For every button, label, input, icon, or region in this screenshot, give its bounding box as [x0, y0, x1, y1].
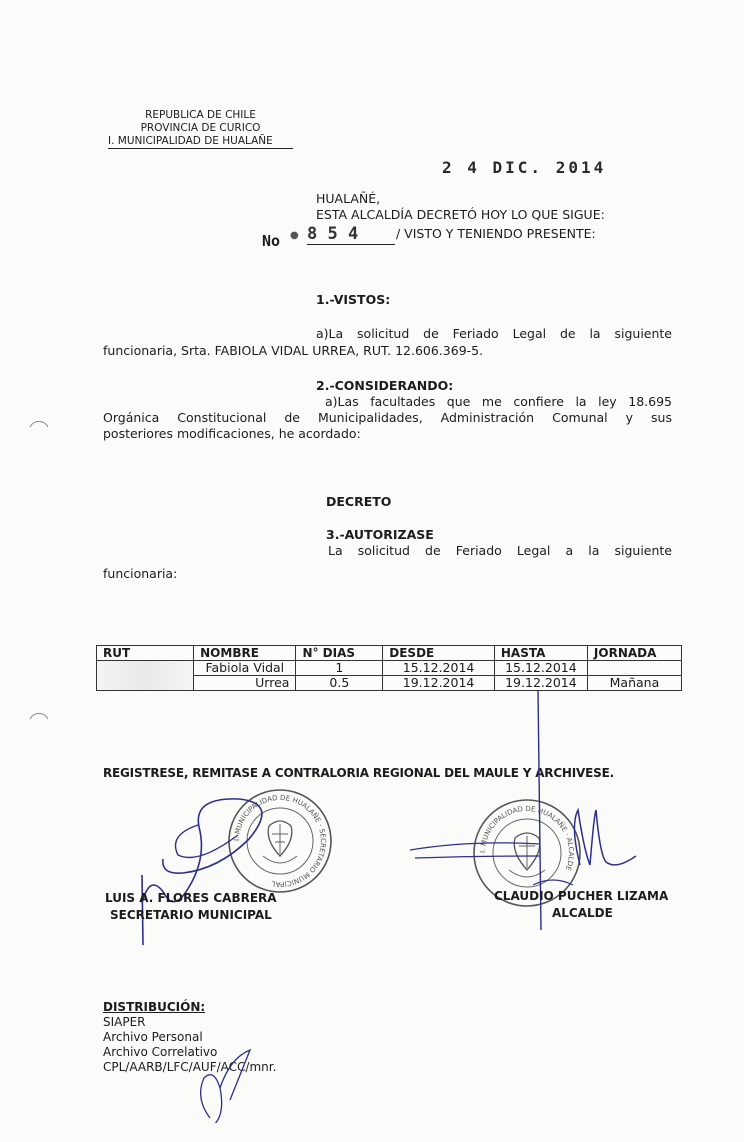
considerando-heading: 2.-CONSIDERANDO: [316, 378, 454, 393]
hasta-cell: 15.12.2014 [494, 661, 587, 676]
vistos-line1: a)La solicitud de Feriado Legal de la siguiente [316, 326, 672, 341]
date-stamp: 2 4 DIC. 2014 [442, 158, 607, 177]
distribution-heading: DISTRIBUCIÓN: [103, 1000, 206, 1014]
secretary-name: LUIS A. FLORES CABRERA [105, 891, 277, 905]
considerando-line3: posteriores modificaciones, he acordado: [103, 426, 361, 441]
mayor-title: ALCALDE [552, 906, 613, 920]
jornada-cell [587, 661, 681, 676]
distribution-item: CPL/AARB/LFC/AUF/ACC/mnr. [103, 1060, 277, 1074]
secretary-title: SECRETARIO MUNICIPAL [110, 908, 272, 922]
desde-cell: 15.12.2014 [383, 661, 495, 676]
intro-decree-line: ESTA ALCALDÍA DECRETÓ HOY LO QUE SIGUE: [316, 207, 605, 222]
number-label: No [262, 232, 281, 250]
desde-cell: 19.12.2014 [383, 676, 495, 691]
hasta-cell: 19.12.2014 [494, 676, 587, 691]
closing-instruction: REGISTRESE, REMITASE A CONTRALORIA REGIONAL DEL MAULE Y ARCHIVESE. [103, 766, 614, 780]
col-header-desde: DESDE [383, 646, 495, 661]
distribution-item: SIAPER [103, 1015, 146, 1029]
intro-visto: / VISTO Y TENIENDO PRESENTE: [396, 226, 596, 241]
col-header-nombre: NOMBRE [194, 646, 296, 661]
vistos-heading: 1.-VISTOS: [316, 292, 391, 307]
col-header-dias: N° DIAS [296, 646, 383, 661]
nombre-cell: Fabiola Vidal [194, 661, 296, 676]
letterhead [108, 109, 293, 149]
dias-cell: 1 [296, 661, 383, 676]
decreto-heading: DECRETO [326, 494, 392, 509]
col-header-jornada: JORNADA [587, 646, 681, 661]
mayor-seal-text: I. MUNICIPALIDAD DE HUALAÑE · ALCALDE [478, 804, 576, 872]
decreto-line2: funcionaria: [103, 566, 178, 581]
distribution-item: Archivo Personal [103, 1030, 203, 1044]
secretary-signature [128, 785, 328, 950]
considerando-line2: Orgánica Constitucional de Municipalidades, Administración Comunal y sus [103, 410, 672, 425]
letterhead-municipality: I. MUNICIPALIDAD DE HUALAÑE [108, 135, 293, 149]
decree-number: 8 5 4 [307, 224, 395, 245]
nombre-cell: Urrea [194, 676, 296, 691]
punch-hole-mark [28, 415, 50, 437]
considerando-line1: a)Las facultades que me confiere la ley 18.695 [325, 394, 672, 409]
col-header-hasta: HASTA [494, 646, 587, 661]
intro-place: HUALAÑÉ, [316, 191, 381, 206]
decreto-line1: La solicitud de Feriado Legal a la siguiente [328, 543, 672, 558]
dias-cell: 0.5 [296, 676, 383, 691]
leave-table [96, 645, 682, 691]
punch-hole-mark [28, 707, 50, 729]
table-header-row [97, 646, 682, 661]
number-stamp-mark: ● [290, 230, 299, 241]
rut-cell-redacted [97, 661, 194, 691]
distribution-item: Archivo Correlativo [103, 1045, 218, 1059]
table-row [97, 661, 682, 676]
vistos-line2: funcionaria, Srta. FABIOLA VIDAL URREA, RUT. 12.606.369-5. [103, 343, 484, 358]
mayor-name: CLAUDIO PUCHER LIZAMA [494, 889, 669, 903]
secretary-seal-text: I. MUNICIPALIDAD DE HUALAÑE · SECRETARIO MUNICIPAL [232, 793, 328, 889]
jornada-cell: Mañana [587, 676, 681, 691]
autorizase-heading: 3.-AUTORIZASE [326, 527, 434, 542]
initials-signature [190, 1048, 260, 1123]
col-header-rut: RUT [97, 646, 194, 661]
letterhead-country: REPUBLICA DE CHILE [145, 109, 256, 121]
letterhead-province: PROVINCIA DE CURICO [140, 122, 261, 134]
